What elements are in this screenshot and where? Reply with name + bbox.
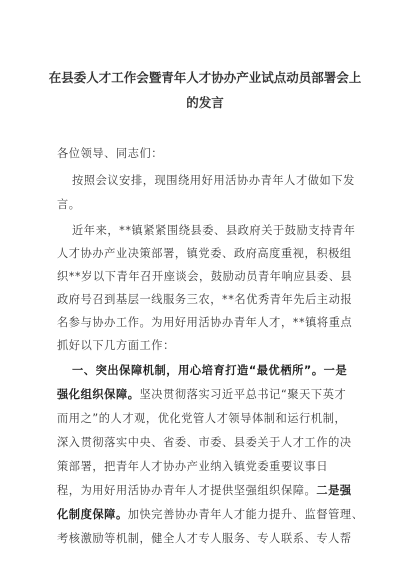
subheading-institution: 二是强	[316, 484, 352, 497]
paragraph-3-line: 深入贯彻落实中央、省委、市委、县委关于人才工作的决	[57, 436, 352, 449]
subheading-organization: 强化组织保障。	[57, 388, 140, 401]
document-title-line-1: 在县委人才工作会暨青年人才协办产业试点动员部署会上	[48, 70, 362, 85]
paragraph-3-line	[57, 482, 352, 498]
salutation: 各位领导、同志们：	[57, 147, 164, 160]
paragraph-1-line: 按照会议安排，现围绕用好用活协办青年人才做如下发	[72, 174, 355, 187]
paragraph-3-text: 坚决贯彻落实习近平总书记“聚天下英才	[139, 388, 347, 401]
paragraph-3-line: 策部署，把青年人才协办产业纳入镇党委重要议事日	[57, 460, 329, 473]
paragraph-3-line: 考核激励等机制，健全人才专人服务、专人联系、专人帮	[57, 532, 352, 545]
paragraph-3-line	[57, 506, 364, 522]
paragraph-1-line: 言。	[57, 198, 81, 211]
paragraph-2-line: 人才协办产业决策部署，镇党委、政府高度重视，积极组	[57, 247, 352, 260]
paragraph-2-line: 抓好以下几方面工作：	[57, 339, 175, 352]
paragraph-2-line: 织**岁以下青年召开座谈会，鼓励动员青年响应县委、县	[57, 270, 353, 283]
paragraph-3-text: 程，为用好用活协办青年人才提供坚强组织保障。	[57, 484, 317, 497]
paragraph-2-line: 近年来，**镇紧紧围绕县委、县政府关于鼓励支持青年	[72, 224, 356, 237]
paragraph-3-line	[57, 386, 346, 402]
section-1-heading: 一、突出保障机制，用心培育打造“最优栖所”。一是	[72, 364, 348, 377]
paragraph-3-text: 加快完善协办青年人才能力提升、监督管理、	[127, 508, 364, 521]
document-title-line-2: 的发言	[186, 95, 224, 110]
subheading-institution-cont: 化制度保障。	[57, 508, 128, 521]
paragraph-2-line: 名参与协办工作。为用好用活协办青年人才，**镇将重点	[57, 316, 353, 329]
paragraph-2-line: 政府号召到基层一线服务三农，**名优秀青年先后主动报	[57, 293, 353, 306]
paragraph-3-line: 而用之”的人才观，优化党管人才领导体制和运行机制，	[57, 412, 347, 425]
